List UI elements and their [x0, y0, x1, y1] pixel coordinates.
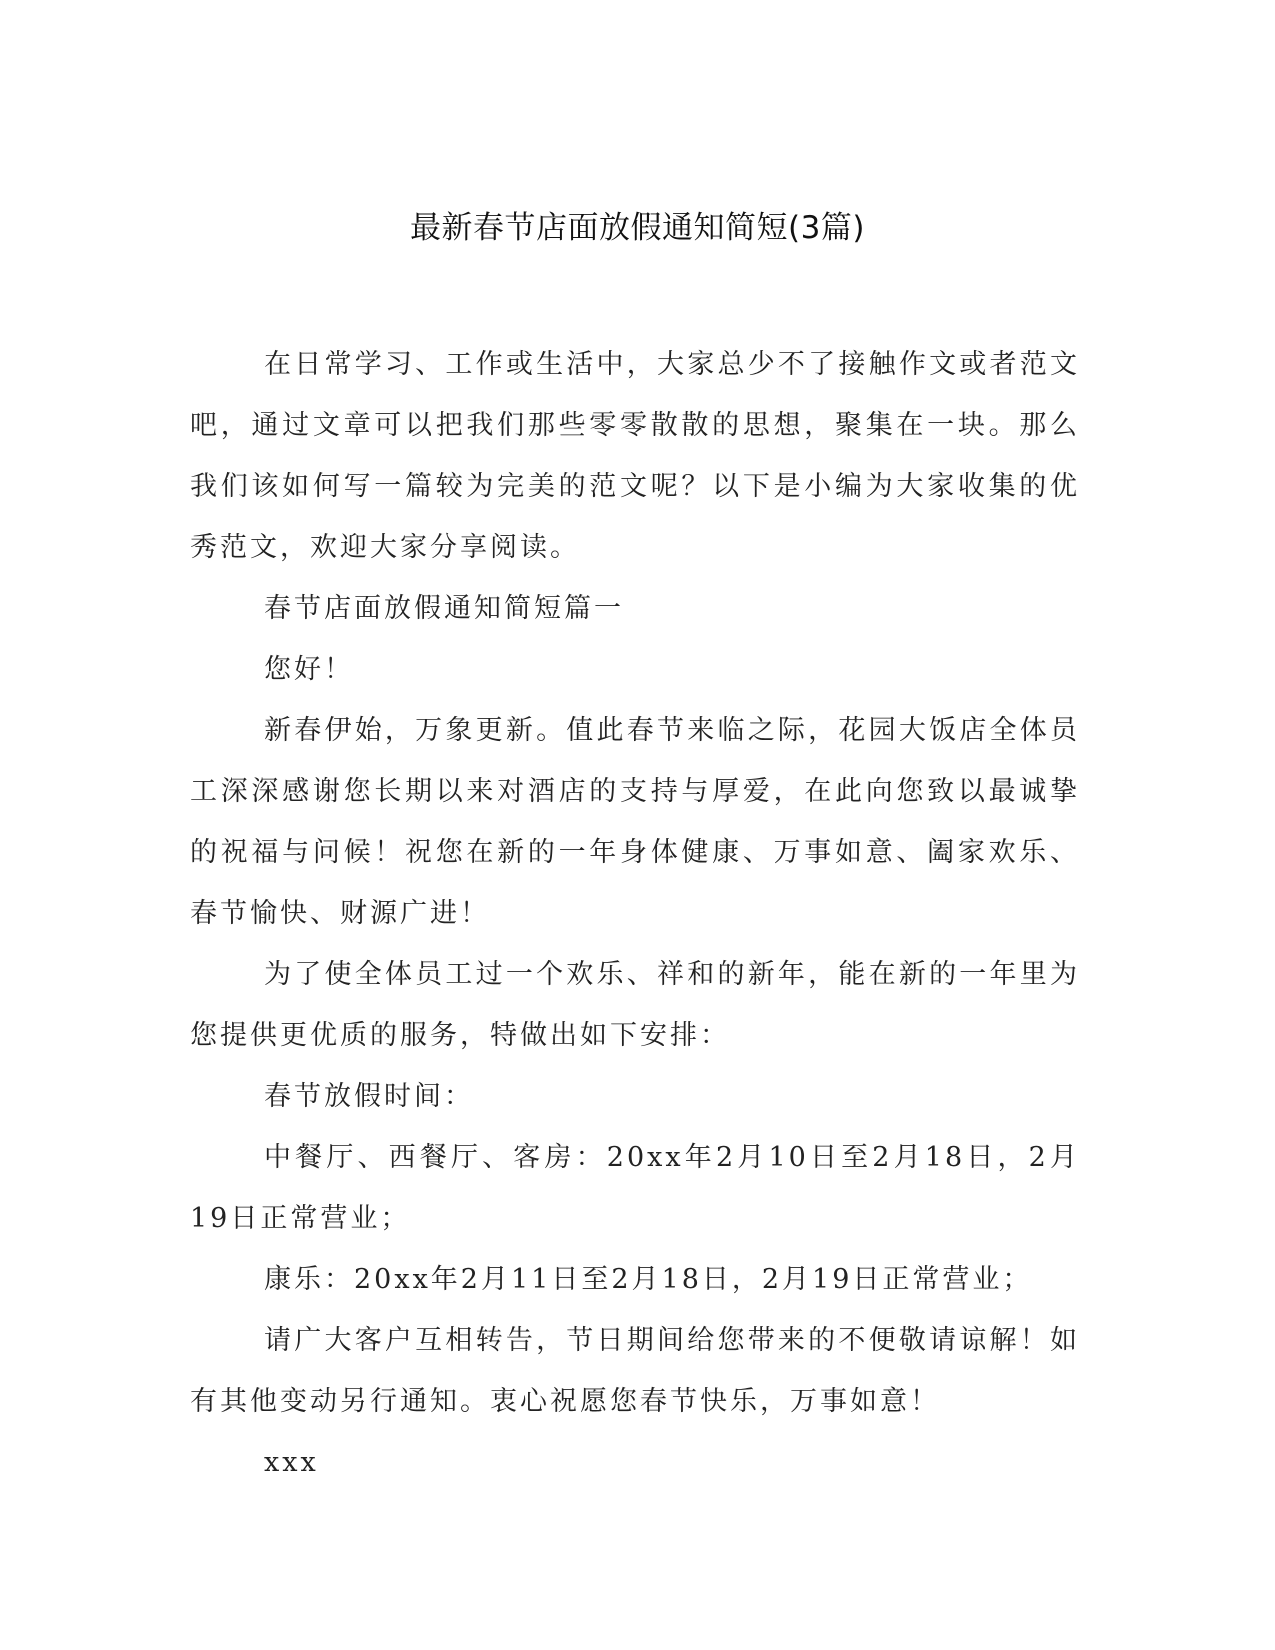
holiday-time-label: 春节放假时间：	[264, 1081, 474, 1112]
document-body	[190, 334, 1080, 1493]
closing-paragraph: 请广大客户互相转告，节日期间给您带来的不便敬请谅解！如有其他变动另行通知。衷心祝愿您春节快乐，万事如意！	[190, 1325, 1080, 1417]
body-paragraph: 新春伊始，万象更新。值此春节来临之际，花园大饭店全体员工深深感谢您长期以来对酒店的支持与厚爱，在此向您致以最诚挚的祝福与问候！祝您在新的一年身体健康、万事如意、阖家欢乐、春节愉快、财源广进！	[190, 715, 1080, 929]
restaurant-schedule: 中餐厅、西餐厅、客房：20xx年2月10日至2月18日，2月19日正常营业；	[190, 1142, 1080, 1234]
signature: xxx	[264, 1447, 319, 1478]
intro-paragraph: 在日常学习、工作或生活中，大家总少不了接触作文或者范文吧，通过文章可以把我们那些零零散散的思想，聚集在一块。那么我们该如何写一篇较为完美的范文呢？以下是小编为大家收集的优秀范文，欢迎大家分享阅读。	[190, 349, 1080, 563]
section-heading-1: 春节店面放假通知简短篇一	[264, 593, 624, 624]
recreation-schedule: 康乐：20xx年2月11日至2月18日，2月19日正常营业；	[264, 1264, 1033, 1295]
document-title: 最新春节店面放假通知简短(3篇)	[410, 210, 865, 246]
greeting: 您好！	[264, 654, 354, 685]
body-paragraph: 为了使全体员工过一个欢乐、祥和的新年，能在新的一年里为您提供更优质的服务，特做出如下安排：	[190, 959, 1080, 1051]
